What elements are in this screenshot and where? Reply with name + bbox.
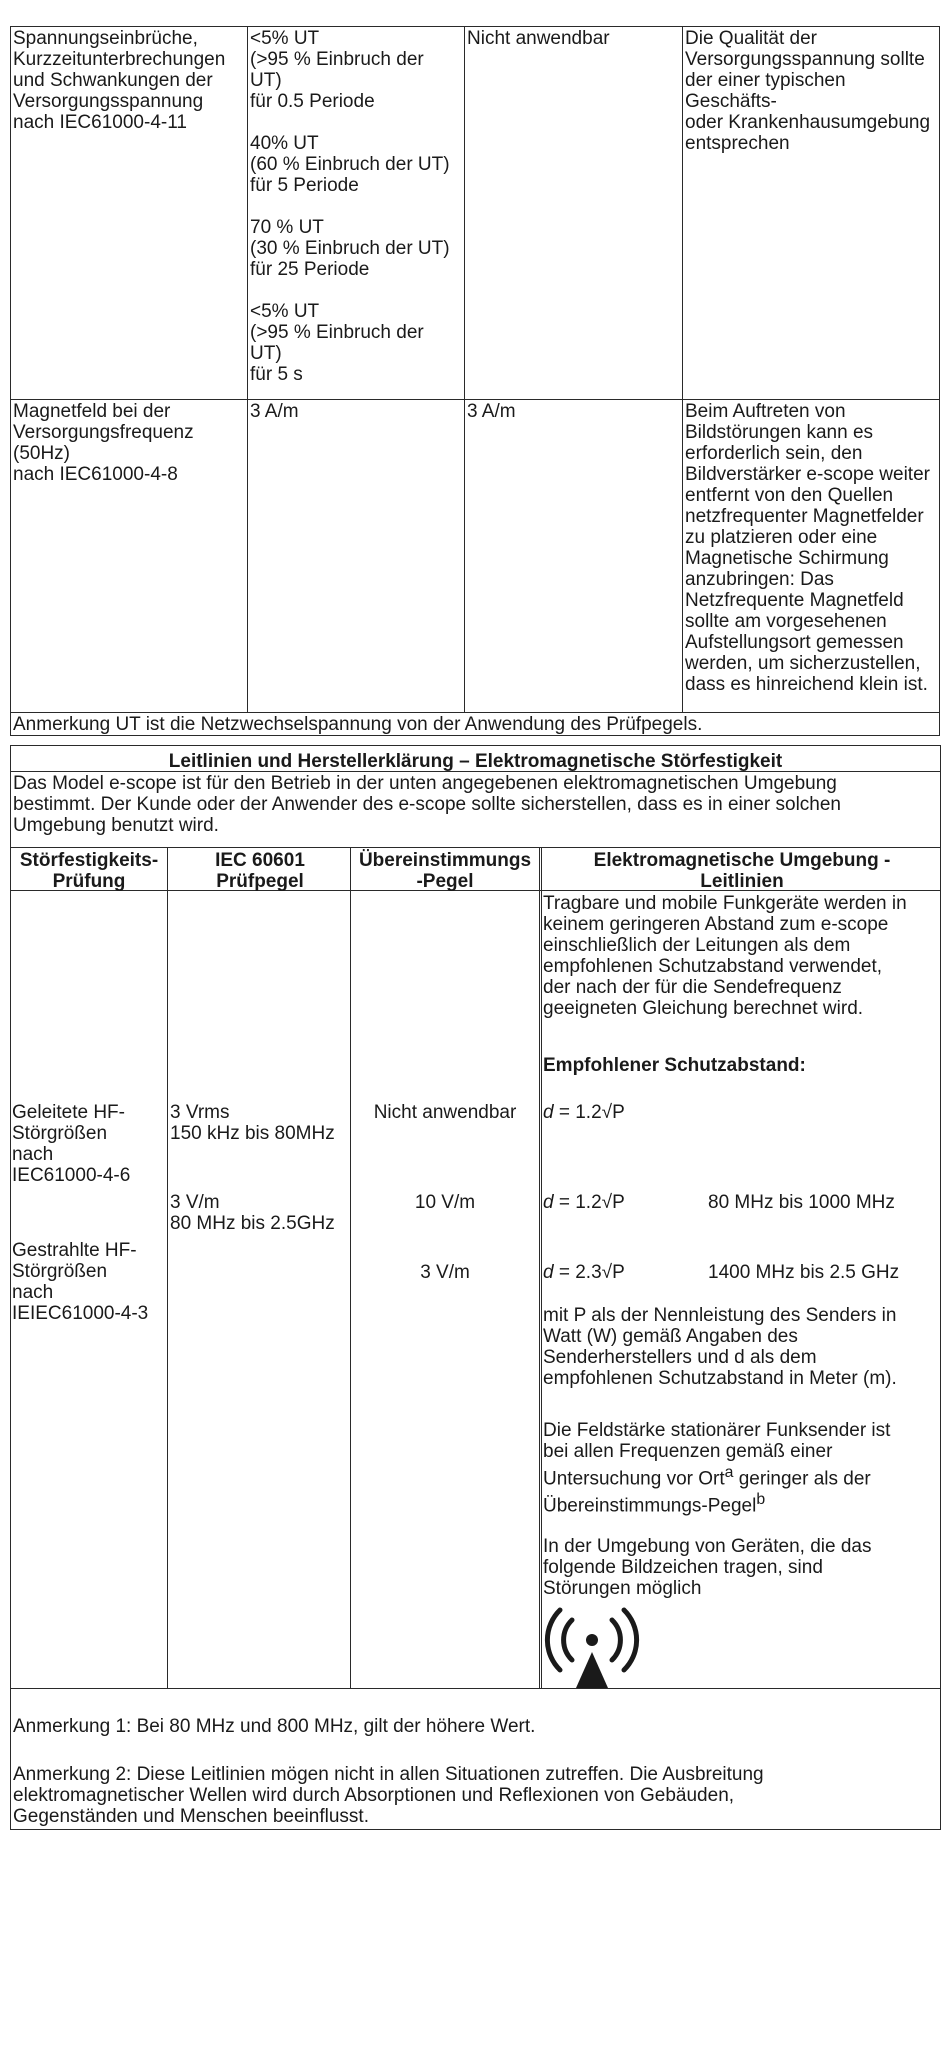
guidance-text: Tragbare und mobile Funkgeräte werden in keinem geringeren Abstand zum e-scope einschließlich der Leitungen als dem empfohlenen Schutzabstand verwendet, der nach der für die Sendefrequenz geeigneten Gleichung berechnet wird.: [543, 893, 907, 1019]
column-header: Störfestigkeits- Prüfung: [19, 850, 159, 892]
voltage-magnetic-immunity-table: [10, 26, 940, 736]
test-name: Gestrahlte HF- Störgrößen nach IEIEC61000-4-3: [12, 1240, 149, 1324]
divider: [10, 1688, 941, 1689]
compliance-level: 3 V/m: [420, 1262, 470, 1283]
column-divider: [350, 847, 351, 1688]
table-cell: 3 A/m: [248, 400, 465, 713]
recommended-distance-label: Empfohlener Schutzabstand:: [543, 1055, 806, 1076]
compliance-level: Nicht anwendbar: [373, 1102, 517, 1123]
formula-variable: d: [543, 1192, 554, 1213]
table-cell: Spannungseinbrüche, Kurzzeitunterbrechungen und Schwankungen der Versorgungsspannung nach IEC61000-4-11: [11, 27, 248, 400]
column-header: IEC 60601 Prüfpegel: [215, 850, 305, 892]
formula-expression: = 2.3√P: [553, 1262, 625, 1283]
table-title: Leitlinien und Herstellerklärung – Elektromagnetische Störfestigkeit: [168, 751, 783, 772]
guidance-text: mit P als der Nennleistung des Senders in Watt (W) gemäß Angaben des Senderherstellers und d als dem empfohlenen Schutzabstand in Meter (m).: [543, 1305, 897, 1389]
table-note: Anmerkung UT ist die Netzwechselspannung von der Anwendung des Prüfpegels.: [11, 713, 940, 736]
column-header: Übereinstimmungs -Pegel: [358, 850, 532, 892]
table-cell: 3 A/m: [465, 400, 683, 713]
table-cell: Magnetfeld bei der Versorgungsfrequenz (50Hz) nach IEC61000-4-8: [11, 400, 248, 713]
table-cell: Beim Auftreten von Bildstörungen kann es erforderlich sein, den Bildverstärker e-scope weiter entfernt von den Quellen netzfrequenter Magnetfelder zu platzieren oder eine Magnetische Schirmung anzubringen: Das Netzfrequente Magnetfeld sollte am vorgesehenen Aufstellungsort gemessen werden, um sicherzustellen, dass es hinreichend klein ist.: [683, 400, 940, 713]
table-cell: Die Qualität der Versorgungsspannung sollte der einer typischen Geschäfts- oder Krankenhausumgebung entsprechen: [683, 27, 940, 400]
footnote-marker: b: [756, 1491, 766, 1509]
table-cell: Nicht anwendbar: [465, 27, 683, 400]
table-note: Anmerkung 1: Bei 80 MHz und 800 MHz, gilt der höhere Wert.: [13, 1716, 536, 1737]
formula-expression: = 1.2√P: [553, 1192, 625, 1213]
formula-expression: = 1.2√P: [553, 1102, 625, 1123]
frequency-range: 80 MHz bis 1000 MHz: [708, 1192, 895, 1213]
compliance-level: 10 V/m: [414, 1192, 476, 1213]
column-divider: [539, 847, 542, 1688]
table-row: [11, 400, 940, 713]
guidance-text: [543, 1420, 941, 1517]
divider: [10, 847, 941, 848]
table-note-row: [11, 713, 940, 736]
distance-formula: [543, 1262, 625, 1283]
guidance-text: In der Umgebung von Geräten, die das folgende Bildzeichen tragen, sind Störungen möglich: [543, 1536, 872, 1599]
distance-formula: [543, 1192, 625, 1213]
formula-variable: d: [543, 1102, 554, 1123]
table-note: Anmerkung 2: Diese Leitlinien mögen nicht in allen Situationen zutreffen. Die Ausbreitung elektromagnetischer Wellen wird durch Absorptionen und Reflexionen von Gebäuden, Gegenständen und Menschen beeinflusst.: [13, 1764, 764, 1827]
guidance-field-text: Die Feldstärke stationärer Funksender ist bei allen Frequenzen gemäß einer Untersuchung vor Ort: [543, 1420, 891, 1490]
column-divider: [167, 847, 168, 1688]
formula-variable: d: [543, 1262, 554, 1283]
test-level: 3 Vrms 150 kHz bis 80MHz: [170, 1102, 335, 1144]
frequency-range: 1400 MHz bis 2.5 GHz: [708, 1262, 900, 1283]
non-ionizing-radiation-icon: [542, 1600, 642, 1690]
table-row: [11, 27, 940, 400]
column-header: Elektromagnetische Umgebung - Leitlinien: [593, 850, 891, 892]
table-cell: <5% UT (>95 % Einbruch der UT) für 0.5 Periode 40% UT (60 % Einbruch der UT) für 5 Periode 70 % UT (30 % Einbruch der UT) für 25 Periode <5% UT (>95 % Einbruch der UT) für 5 s: [248, 27, 465, 400]
test-level: 3 V/m 80 MHz bis 2.5GHz: [170, 1192, 335, 1234]
test-name: Geleitete HF- Störgrößen nach IEC61000-4-6: [12, 1102, 131, 1186]
guidance-field-text: geringer als der Übereinstimmungs-Pegel: [543, 1468, 871, 1517]
table-intro: Das Model e-scope ist für den Betrieb in der unten angegebenen elektromagnetischen Umgebung bestimmt. Der Kunde oder der Anwender des e-scope sollte sicherstellen, dass es in einer solchen Umgebung benutzt wird.: [13, 773, 841, 836]
footnote-marker: a: [724, 1464, 734, 1481]
distance-formula: [543, 1102, 625, 1123]
